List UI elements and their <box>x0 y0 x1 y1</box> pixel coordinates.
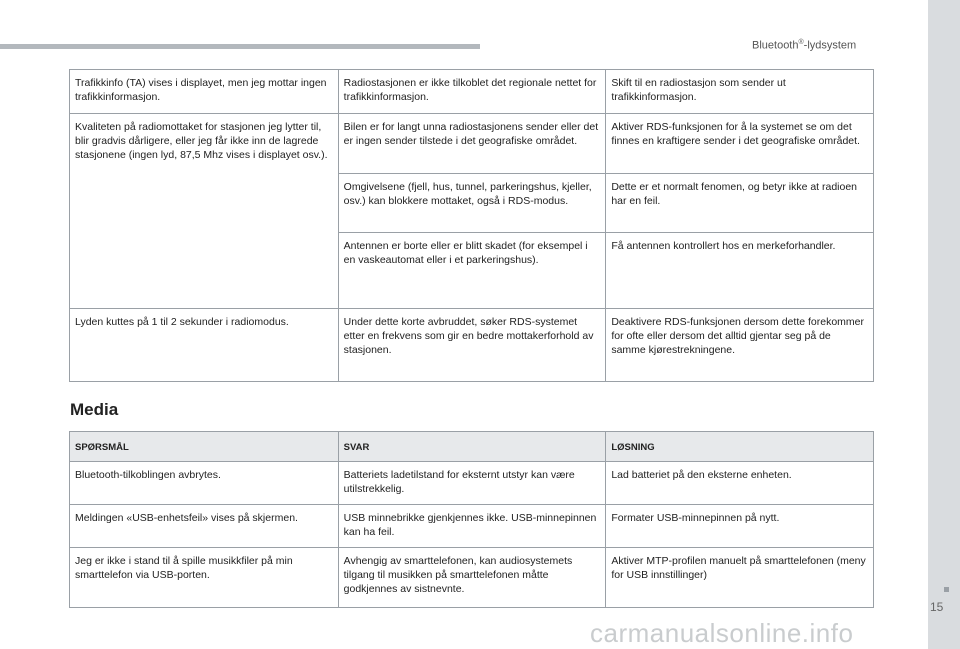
radio-troubleshooting-table <box>69 69 874 382</box>
page-number: 15 <box>930 600 944 614</box>
table-row <box>70 309 874 382</box>
question-cell: Kvaliteten på radiomottaket for stasjonen jeg lytter til, blir gradvis dårligere, eller jeg får ikke inn de lagrede stasjonene (ingen lyd, 87,5 Mhz vises i displayet osv.). <box>70 114 339 309</box>
table-header-row <box>70 432 874 462</box>
answer-cell: Omgivelsene (fjell, hus, tunnel, parkeringshus, kjeller, osv.) kan blokkere mottaket, også i RDS-modus. <box>338 174 606 233</box>
table-row <box>70 548 874 608</box>
watermark: carmanualsonline.info <box>590 618 854 648</box>
column-header: SPØRSMÅL <box>70 432 339 462</box>
table-row <box>70 505 874 548</box>
answer-cell: Antennen er borte eller er blitt skadet (for eksempel i en vaskeautomat eller i et parkeringshus). <box>338 233 606 309</box>
solution-cell: Aktiver MTP-profilen manuelt på smarttelefonen (meny for USB innstillinger) <box>606 548 874 608</box>
column-header: LØSNING <box>606 432 874 462</box>
page-marker <box>944 587 949 592</box>
answer-cell: Under dette korte avbruddet, søker RDS-systemet etter en frekvens som gir en bedre mottakerforhold av stasjonen. <box>338 309 606 382</box>
solution-cell: Formater USB-minnepinnen på nytt. <box>606 505 874 548</box>
question-cell: Jeg er ikke i stand til å spille musikkfiler på min smarttelefon via USB-porten. <box>70 548 339 608</box>
question-cell: Trafikkinfo (TA) vises i displayet, men jeg mottar ingen trafikkinformasjon. <box>70 70 339 114</box>
answer-cell: USB minnebrikke gjenkjennes ikke. USB-minnepinnen kan ha feil. <box>338 505 606 548</box>
header-accent-bar <box>0 44 480 49</box>
solution-cell: Aktiver RDS-funksjonen for å la systemet se om det finnes en kraftigere sender i det geografiske området. <box>606 114 874 174</box>
solution-cell: Deaktivere RDS-funksjonen dersom dette forekommer for ofte eller dersom det alltid gjentar seg på de samme kjørestrekningene. <box>606 309 874 382</box>
question-cell: Meldingen «USB-enhetsfeil» vises på skjermen. <box>70 505 339 548</box>
answer-cell: Radiostasjonen er ikke tilkoblet det regionale nettet for trafikkinformasjon. <box>338 70 606 114</box>
media-heading: Media <box>70 400 119 419</box>
section-title-suffix: -lydsystem <box>803 39 857 52</box>
answer-cell: Batteriets ladetilstand for eksternt utstyr kan være utilstrekkelig. <box>338 462 606 505</box>
registered-mark: ® <box>798 39 804 46</box>
section-title <box>752 39 856 52</box>
answer-cell: Bilen er for langt unna radiostasjonens sender eller det er ingen sender tilstede i det geografiske området. <box>338 114 606 174</box>
side-tab <box>928 0 960 649</box>
table-row <box>70 462 874 505</box>
table-row <box>70 70 874 114</box>
solution-cell: Dette er et normalt fenomen, og betyr ikke at radioen har en feil. <box>606 174 874 233</box>
question-cell: Bluetooth-tilkoblingen avbrytes. <box>70 462 339 505</box>
table-row <box>70 114 874 174</box>
solution-cell: Skift til en radiostasjon som sender ut trafikkinformasjon. <box>606 70 874 114</box>
solution-cell: Lad batteriet på den eksterne enheten. <box>606 462 874 505</box>
section-title-main: Bluetooth <box>752 39 799 52</box>
solution-cell: Få antennen kontrollert hos en merkeforhandler. <box>606 233 874 309</box>
media-troubleshooting-table <box>69 431 874 608</box>
question-cell: Lyden kuttes på 1 til 2 sekunder i radiomodus. <box>70 309 339 382</box>
answer-cell: Avhengig av smarttelefonen, kan audiosystemets tilgang til musikken på smarttelefonen måtte godkjennes av sistnevnte. <box>338 548 606 608</box>
column-header: SVAR <box>338 432 606 462</box>
